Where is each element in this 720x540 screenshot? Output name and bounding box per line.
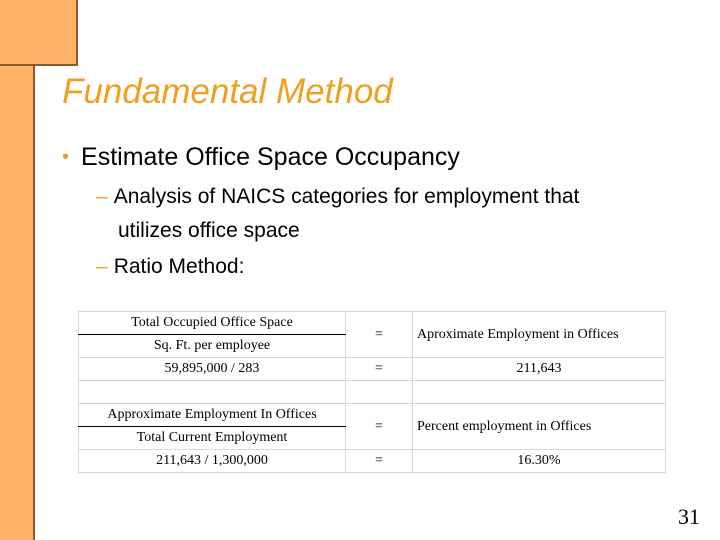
table-cell-equals: = [346,450,413,473]
table-row [79,358,666,381]
table-cell-numerator: Approximate Employment In Offices [79,404,346,427]
table-row [79,312,666,335]
table-cell-empty [346,381,413,404]
dash-icon: – [96,255,108,278]
sub-bullet-ratio [96,250,244,284]
table-cell-calc-result: 16.30% [413,450,666,473]
table-cell-result: Aproximate Employment in Offices [413,312,666,358]
table-row-empty [79,381,666,404]
dash-icon: – [96,185,108,208]
left-decorative-bar [0,0,35,540]
bullet-dot-icon: • [62,146,70,168]
table-cell-result: Percent employment in Offices [413,404,666,450]
top-corner-block [0,0,78,66]
table-row [79,404,666,427]
table-cell-empty [79,381,346,404]
slide-title: Fundamental Method [62,72,393,111]
table-cell-denominator: Total Current Employment [79,427,346,450]
ratio-table [78,311,666,473]
table-row [79,450,666,473]
table-cell-empty [413,381,666,404]
table-cell-denominator: Sq. Ft. per employee [79,335,346,358]
main-bullet-text: Estimate Office Space Occupancy [81,143,460,171]
sub-bullet-text: Analysis of NAICS categories for employment that [113,185,580,208]
table-cell-calc: 211,643 / 1,300,000 [79,450,346,473]
table-cell-calc: 59,895,000 / 283 [79,358,346,381]
sub-bullet-text: Ratio Method: [113,255,245,278]
table-cell-equals: = [346,312,413,358]
sub-bullet-analysis [96,180,696,248]
page-number: 31 [678,504,700,529]
sub-bullet-text-continued: utilizes office space [118,219,300,242]
main-bullet [62,143,460,172]
table-cell-equals: = [346,404,413,450]
table-cell-numerator: Total Occupied Office Space [79,312,346,335]
table-cell-calc-result: 211,643 [413,358,666,381]
table-cell-equals: = [346,358,413,381]
